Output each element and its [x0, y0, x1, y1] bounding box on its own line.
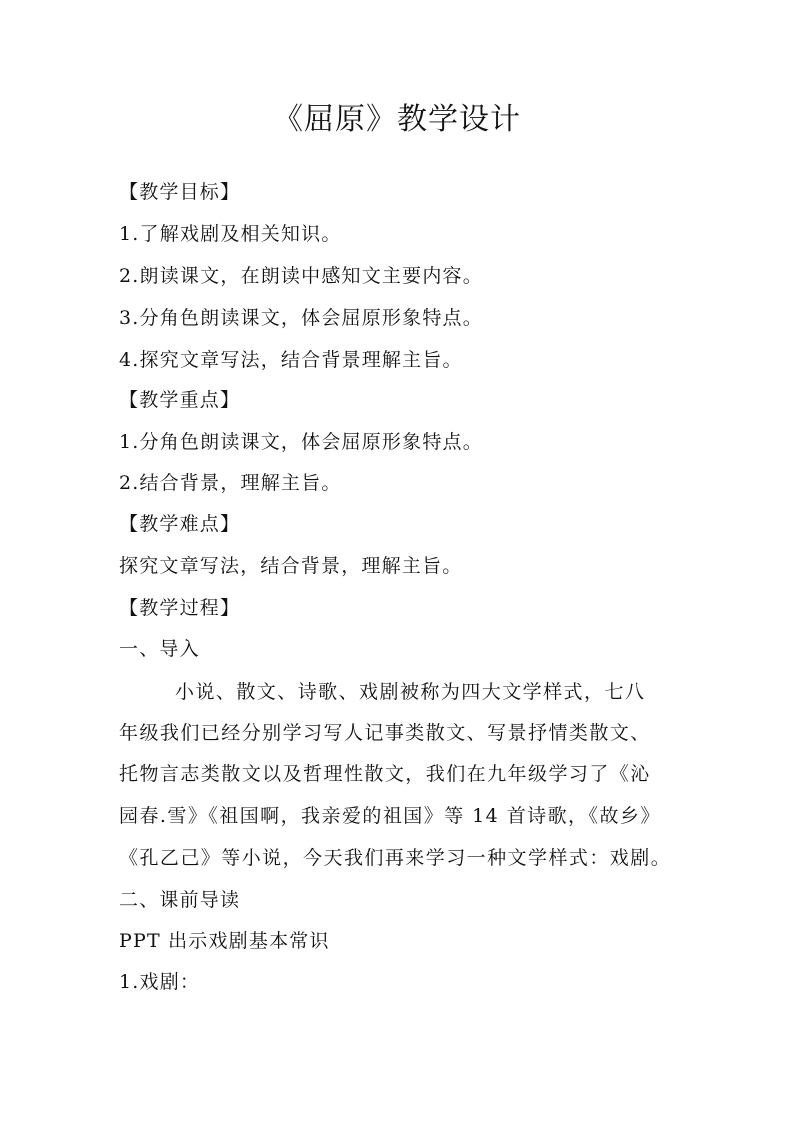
objective-item-3: 3.分角色朗读课文，体会屈原形象特点。	[119, 307, 483, 329]
objective-item-2: 2.朗读课文，在朗读中感知文主要内容。	[119, 265, 483, 287]
intro-paragraph-line-4: 园春.雪》《祖国啊，我亲爱的祖国》等 14 首诗歌，《故乡》	[119, 805, 661, 827]
intro-paragraph-line-3: 托物言志类散文以及哲理性散文，我们在九年级学习了《沁	[119, 763, 651, 785]
key-point-item-1: 1.分角色朗读课文，体会屈原形象特点。	[119, 431, 483, 453]
section-one-heading: 一、导入	[119, 638, 200, 660]
ppt-instruction-line: PPT 出示戏剧基本常识	[119, 930, 330, 952]
teaching-key-points-heading: 【教学重点】	[119, 389, 241, 411]
teaching-objectives-heading: 【教学目标】	[119, 181, 241, 203]
objective-item-4: 4.探究文章写法，结合背景理解主旨。	[119, 349, 463, 371]
document-title: 《屈原》教学设计	[273, 102, 521, 137]
key-point-item-2: 2.结合背景，理解主旨。	[119, 472, 342, 494]
intro-paragraph-line-5: 《孔乙己》等小说，今天我们再来学习一种文学样式：戏剧。	[119, 847, 672, 869]
section-two-heading: 二、课前导读	[119, 889, 241, 911]
objective-item-1: 1.了解戏剧及相关知识。	[119, 223, 342, 245]
intro-paragraph-line-1: 小说、散文、诗歌、戏剧被称为四大文学样式，七八	[175, 681, 646, 703]
intro-paragraph-line-2: 年级我们已经分别学习写人记事类散文、写景抒情类散文、	[119, 722, 651, 744]
drama-item-label: 1.戏剧：	[119, 971, 201, 993]
teaching-difficult-points-heading: 【教学难点】	[119, 513, 241, 535]
difficult-point-item-1: 探究文章写法，结合背景，理解主旨。	[119, 555, 463, 577]
teaching-process-heading: 【教学过程】	[119, 597, 241, 619]
